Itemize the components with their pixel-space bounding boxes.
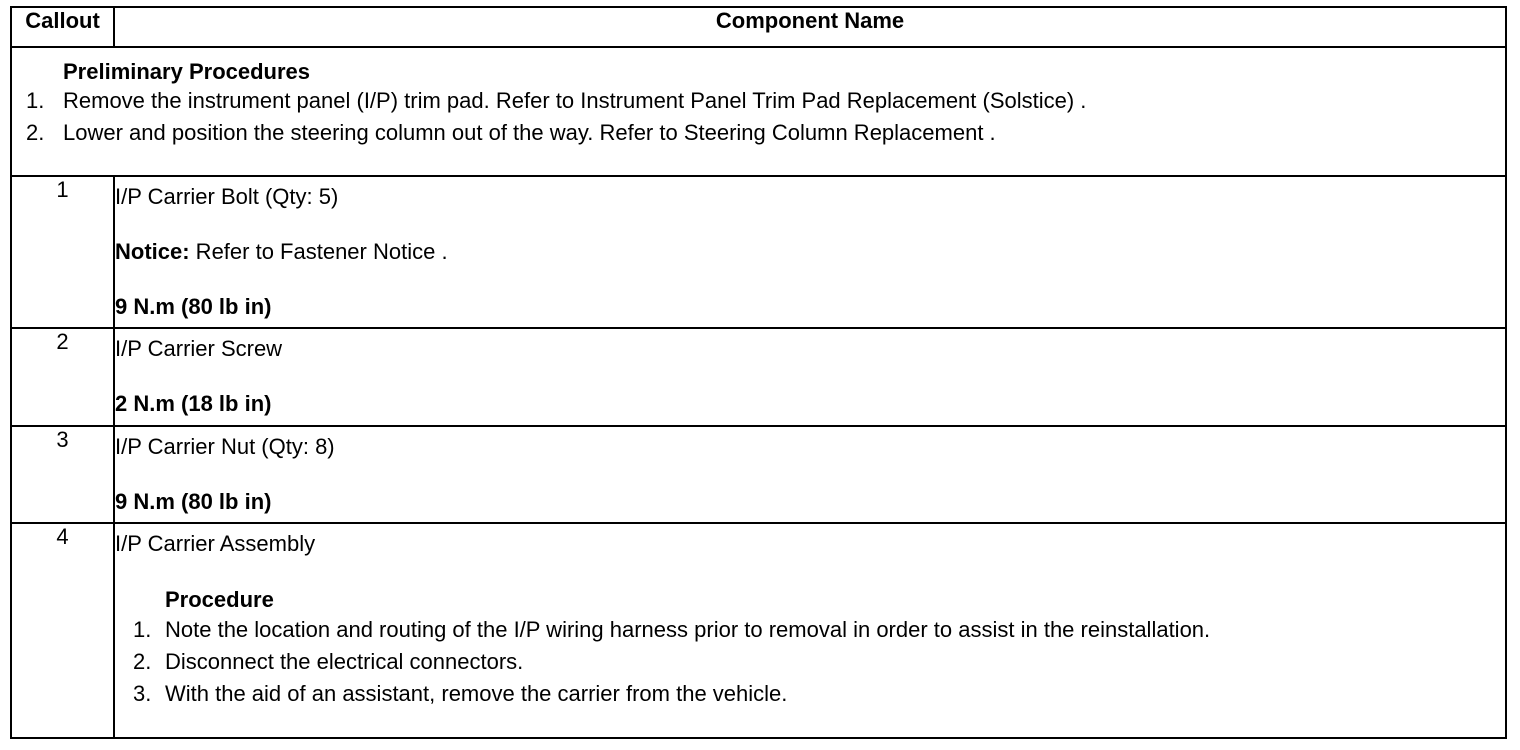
callout-header: Callout — [11, 7, 114, 47]
step-text: Lower and position the steering column out of the way. Refer to Steering Column Replacement . — [63, 120, 996, 145]
notice-text: Refer to Fastener Notice . — [189, 239, 448, 264]
component-name: I/P Carrier Nut (Qty: 8) — [115, 434, 335, 459]
list-item — [115, 678, 1505, 710]
preliminary-cell — [11, 47, 1506, 176]
component-name: I/P Carrier Bolt (Qty: 5) — [115, 184, 339, 209]
procedure-title: Procedure — [165, 587, 274, 612]
step-number: 1. — [133, 617, 152, 642]
component-table — [10, 6, 1507, 739]
list-item — [115, 614, 1505, 646]
callout-number: 4 — [11, 523, 114, 738]
list-item — [12, 117, 1505, 149]
torque-spec: 2 N.m (18 lb in) — [115, 391, 272, 416]
notice — [115, 238, 1505, 266]
list-item — [12, 85, 1505, 117]
step-text: With the aid of an assistant, remove the carrier from the vehicle. — [165, 681, 788, 706]
step-number: 1. — [26, 88, 45, 113]
component-cell — [114, 523, 1506, 738]
component-cell — [114, 426, 1506, 523]
step-text: Disconnect the electrical connectors. — [165, 649, 524, 674]
table-row — [11, 426, 1506, 523]
callout-number: 2 — [11, 328, 114, 426]
table-row — [11, 328, 1506, 426]
table-row — [11, 176, 1506, 328]
preliminary-row — [11, 47, 1506, 176]
preliminary-title: Preliminary Procedures — [63, 59, 311, 84]
component-cell — [114, 328, 1506, 426]
preliminary-steps — [12, 85, 1505, 149]
component-name: I/P Carrier Screw — [115, 336, 283, 361]
step-number: 2. — [133, 649, 152, 674]
torque-spec: 9 N.m (80 lb in) — [115, 294, 272, 319]
step-number: 2. — [26, 120, 45, 145]
list-item — [115, 646, 1505, 678]
component-cell — [114, 176, 1506, 328]
header-row — [11, 7, 1506, 47]
table-row — [11, 523, 1506, 738]
callout-number: 3 — [11, 426, 114, 523]
notice-label: Notice: — [115, 239, 190, 264]
callout-number: 1 — [11, 176, 114, 328]
step-number: 3. — [133, 681, 152, 706]
step-text: Note the location and routing of the I/P wiring harness prior to removal in order to assist in the reinstallation. — [165, 617, 1211, 642]
component-name-header: Component Name — [114, 7, 1506, 47]
step-text: Remove the instrument panel (I/P) trim pad. Refer to Instrument Panel Trim Pad Replacement (Solstice) . — [63, 88, 1087, 113]
component-name: I/P Carrier Assembly — [115, 531, 316, 556]
procedure-steps — [115, 614, 1505, 710]
torque-spec: 9 N.m (80 lb in) — [115, 489, 272, 514]
